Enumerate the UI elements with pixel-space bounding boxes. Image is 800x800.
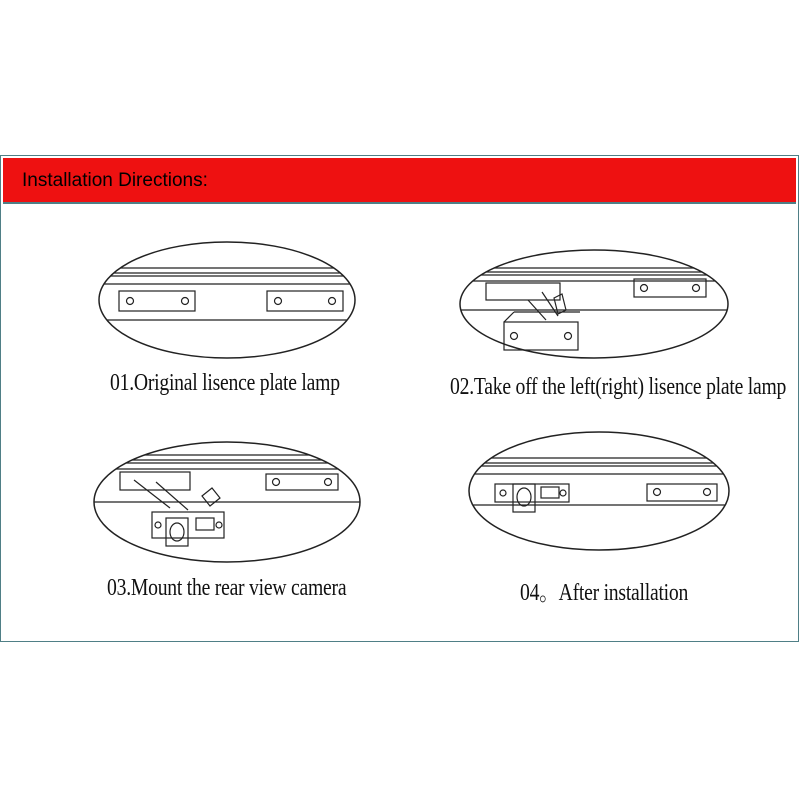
camera-mount xyxy=(120,472,224,546)
step-4 xyxy=(467,430,731,552)
step-2-illustration xyxy=(458,248,730,360)
step-4-illustration xyxy=(467,430,731,552)
camera-installed xyxy=(495,484,569,512)
header-bar xyxy=(3,158,796,204)
step-2 xyxy=(458,248,730,360)
step-1-illustration xyxy=(97,240,357,360)
step-1 xyxy=(97,240,357,360)
step-3-illustration xyxy=(92,440,362,565)
lamp-right xyxy=(267,291,343,311)
lamp-left xyxy=(119,291,195,311)
lamp-right xyxy=(266,474,338,490)
header-title: Installation Directions: xyxy=(22,170,208,191)
step-4-caption: 04。After installation xyxy=(520,580,689,606)
step-2-caption: 02.Take off the left(right) lisence plate lamp xyxy=(450,374,787,400)
lamp-right xyxy=(647,484,717,501)
lamp-removed xyxy=(486,283,580,350)
lamp-right xyxy=(634,279,706,297)
step-3-caption: 03.Mount the rear view camera xyxy=(107,575,347,601)
step-3 xyxy=(92,440,362,565)
step-1-caption: 01.Original lisence plate lamp xyxy=(110,370,340,396)
